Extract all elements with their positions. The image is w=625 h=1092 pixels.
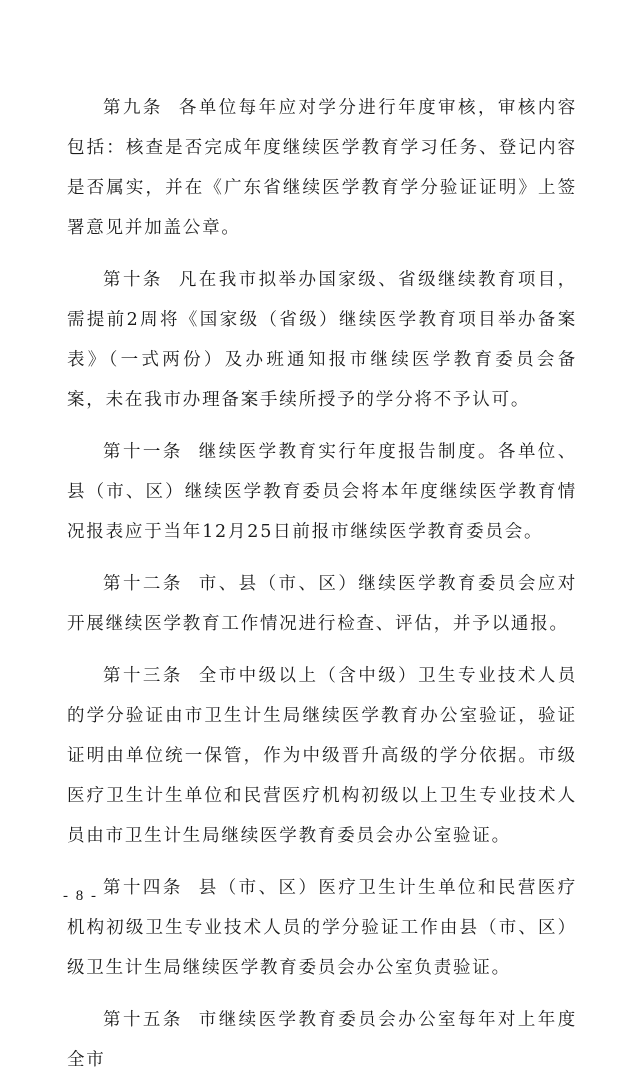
article-9-number: 第九条 (103, 98, 163, 118)
article-14-number: 第十四条 (103, 878, 183, 898)
article-11-text: 继续医学教育实行年度报告制度。各单位、县（市、区）继续医学教育委员会将本年度继续医学教育情况报表应于当年12月25日前报市继续医学教育委员会。 (67, 442, 577, 542)
article-10-text: 凡在我市拟举办国家级、省级继续教育项目，需提前2周将《国家级（省级）继续医学教育项目举办备案表》（一式两份）及办班通知报市继续医学教育委员会备案，未在我市办理备案手续所授予的学分将不予认可。 (67, 270, 578, 410)
article-13 (67, 656, 577, 856)
article-9 (67, 88, 577, 248)
page-number: - 8 - (63, 888, 98, 904)
article-15 (67, 1000, 577, 1080)
article-12-number: 第十二条 (103, 574, 183, 594)
article-15-number: 第十五条 (103, 1010, 183, 1030)
article-15-text: 市继续医学教育委员会办公室每年对上年度全市 (67, 1010, 577, 1070)
article-9-text: 各单位每年应对学分进行年度审核，审核内容包括：核查是否完成年度继续医学教育学习任务、登记内容是否属实，并在《广东省继续医学教育学分验证证明》上签署意见并加盖公章。 (67, 98, 578, 238)
article-11-number: 第十一条 (103, 442, 183, 462)
article-12 (67, 564, 577, 644)
article-14-text: 县（市、区）医疗卫生计生单位和民营医疗机构初级卫生专业技术人员的学分验证工作由县（市、区）级卫生计生局继续医学教育委员会办公室负责验证。 (67, 878, 577, 978)
article-10-number: 第十条 (103, 270, 163, 290)
article-13-number: 第十三条 (103, 666, 183, 686)
article-10 (67, 260, 577, 420)
article-12-text: 市、县（市、区）继续医学教育委员会应对开展继续医学教育工作情况进行检查、评估，并予以通报。 (67, 574, 577, 634)
article-11 (67, 432, 577, 552)
article-13-text: 全市中级以上（含中级）卫生专业技术人员的学分验证由市卫生计生局继续医学教育办公室验证，验证证明由单位统一保管，作为中级晋升高级的学分依据。市级医疗卫生计生单位和民营医疗机构初级以上卫生专业技术人员由市卫生计生局继续医学教育委员会办公室验证。 (67, 666, 577, 846)
document-body (67, 88, 577, 1092)
article-14 (67, 868, 577, 988)
